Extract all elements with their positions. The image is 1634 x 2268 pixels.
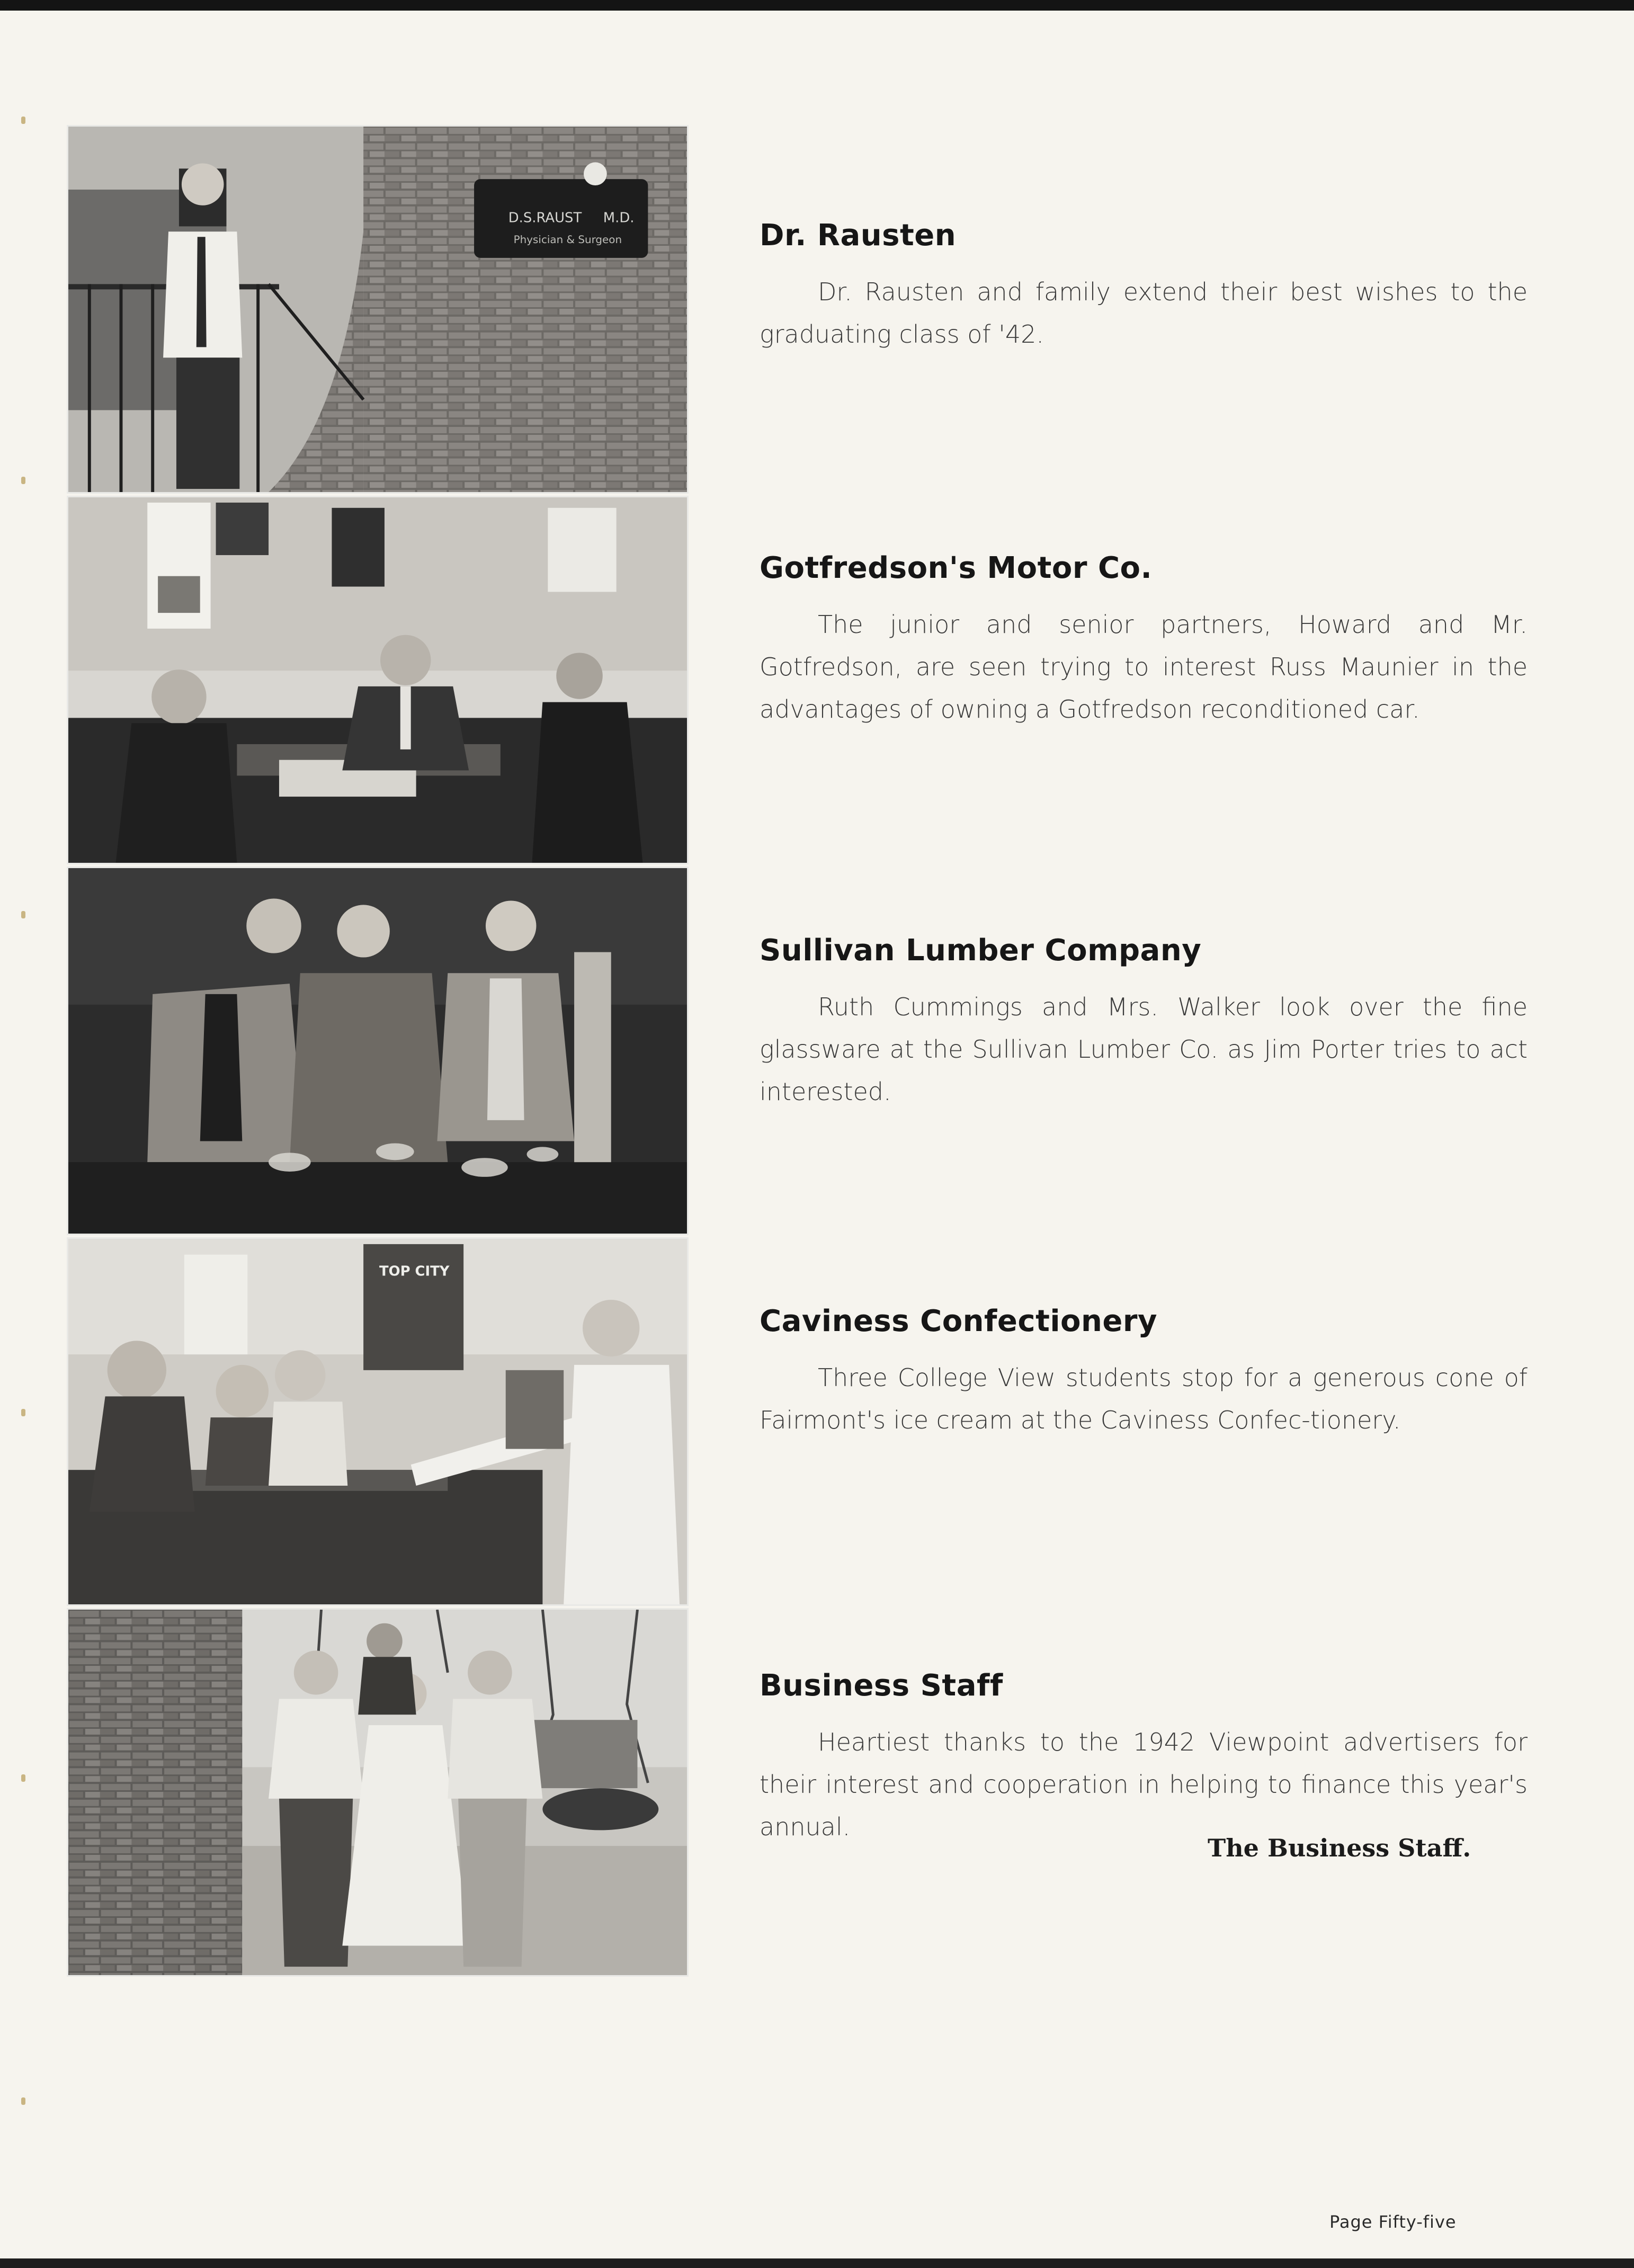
entry-body: The junior and senior partners, Howard and Mr. Gotfredson, are seen trying to interest Russ Maunier in the advantages of owning a Gotfredson reconditioned car.: [760, 610, 1528, 724]
poster-text: TOP CITY: [379, 1263, 450, 1280]
entry-gotfredson-motor: [760, 551, 1528, 730]
sign-text: M.D.: [603, 210, 635, 226]
bottom-border-rule: [0, 2258, 1634, 2268]
entry-body: Ruth Cummings and Mrs. Walker look over the fine glassware at the Sullivan Lumber Co. as Jim Porter tries to act interested.: [760, 993, 1528, 1106]
margin-mark: [21, 911, 25, 918]
sign-text: D.S.RAUST: [508, 210, 582, 226]
entry-sullivan-lumber: [760, 933, 1528, 1113]
entry-body: Dr. Rausten and family extend their best wishes to the graduating class of '42.: [760, 278, 1528, 349]
sign-text: Physician & Surgeon: [513, 234, 622, 246]
margin-mark: [21, 477, 25, 484]
margin-mark: [21, 1409, 25, 1416]
margin-mark: [21, 2097, 25, 2105]
photo-caviness-confectionery: [67, 1237, 689, 1606]
entry-dr-rausten: [760, 218, 1528, 355]
margin-mark: [21, 117, 25, 124]
entry-caviness-confectionery: [760, 1304, 1528, 1441]
entry-business-staff: [760, 1668, 1528, 1848]
page-number: Page Fifty-five: [1329, 2212, 1457, 2232]
photo-dr-rausten: [67, 125, 689, 494]
entry-body: Heartiest thanks to the 1942 Viewpoint advertisers for their interest and cooperation in helping to finance this year's annual.: [760, 1728, 1528, 1841]
top-border-rule: [0, 0, 1634, 11]
entry-title: Caviness Confectionery: [760, 1304, 1157, 1338]
entry-title: Sullivan Lumber Company: [760, 933, 1202, 968]
photo-business-staff: [67, 1608, 689, 1977]
photo-sullivan-lumber: [67, 867, 689, 1235]
photo-gotfredson-motor: [67, 496, 689, 864]
entry-title: Business Staff: [760, 1668, 1003, 1703]
entry-title: Gotfredson's Motor Co.: [760, 551, 1153, 585]
entry-body: Three College View students stop for a generous cone of Fairmont's ice cream at the Caviness Confec-tionery.: [760, 1363, 1528, 1434]
margin-mark: [21, 1774, 25, 1782]
entry-title: Dr. Rausten: [760, 218, 957, 253]
signature: The Business Staff.: [1208, 1834, 1471, 1862]
photo-column: [67, 125, 689, 1977]
